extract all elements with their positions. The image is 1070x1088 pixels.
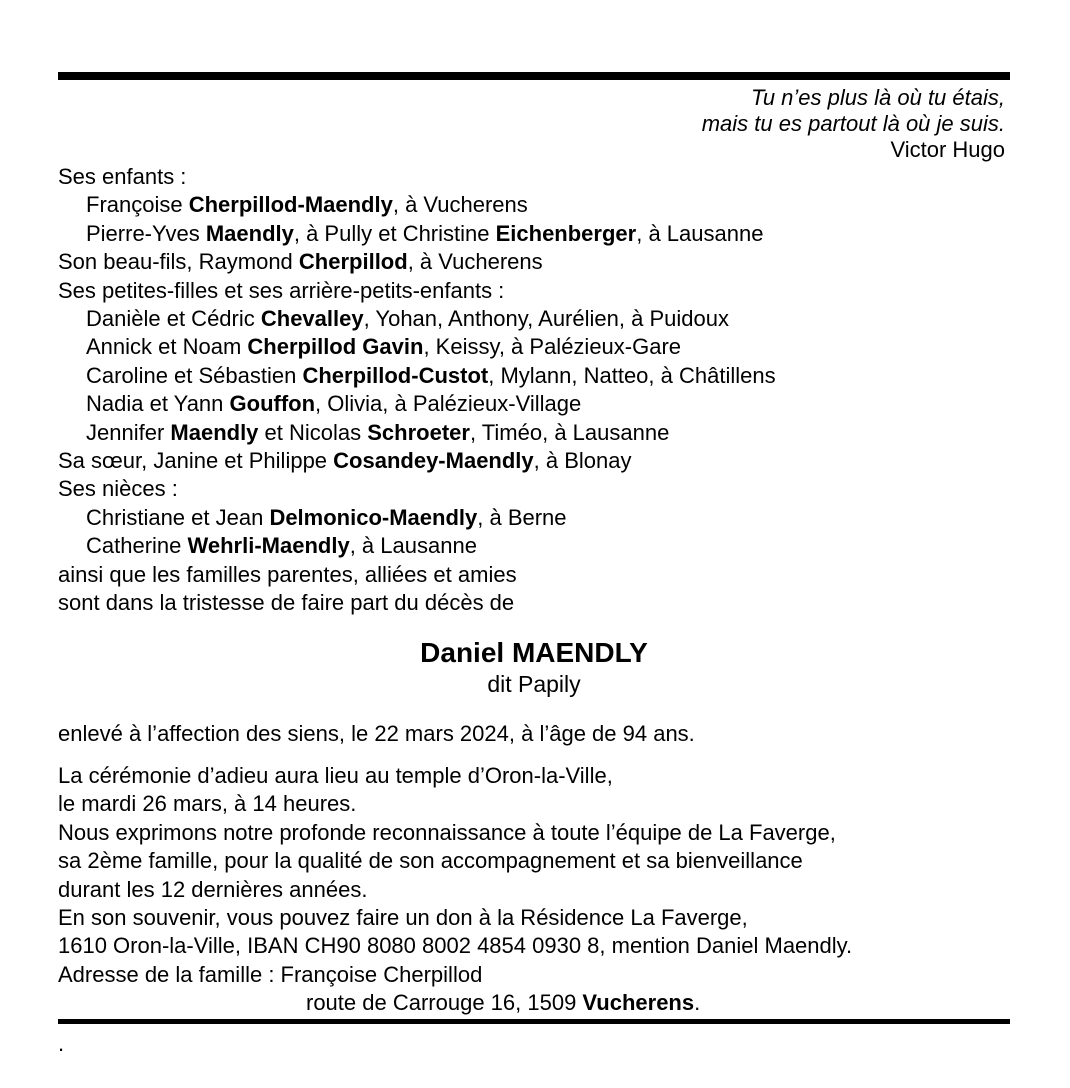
- epitaph-quote: [58, 85, 1010, 163]
- surname-bold: Wehrli-Maendly: [187, 533, 350, 559]
- text-segment: , à Vucherens: [407, 249, 543, 275]
- footer-period-mark: .: [58, 1030, 65, 1056]
- text-segment: Pierre-Yves: [86, 220, 206, 246]
- text-segment: , Timéo, à Lausanne: [469, 419, 670, 445]
- text-segment: Danièle et Cédric: [86, 306, 261, 332]
- surname-bold: Vucherens: [582, 990, 695, 1016]
- surname-bold: Cosandey-Maendly: [333, 448, 534, 474]
- surname-bold: Cherpillod-Custot: [302, 362, 489, 388]
- surname-bold: Cherpillod-Maendly: [188, 192, 393, 218]
- text-segment: , Olivia, à Palézieux-Village: [315, 391, 582, 417]
- text-segment: Sa sœur, Janine et Philippe: [58, 448, 334, 474]
- text-line: [58, 277, 1010, 305]
- surname-bold: Eichenberger: [495, 220, 637, 246]
- text-line: [58, 561, 1010, 589]
- surname-bold: Schroeter: [367, 419, 470, 445]
- text-segment: , à Lausanne: [636, 220, 764, 246]
- deceased-title-block: [58, 636, 1010, 698]
- text-segment: 1610 Oron-la-Ville, IBAN CH90 8080 8002 4854 0930 8, mention Daniel Maendly.: [58, 933, 853, 959]
- text-segment: , Mylann, Natteo, à Châtillens: [488, 362, 776, 388]
- text-segment: , à Pully et Christine: [293, 220, 496, 246]
- quote-line-2: mais tu es partout là où je suis.: [701, 111, 1005, 136]
- text-segment: Ses petites-filles et ses arrière-petits-enfants :: [58, 277, 505, 303]
- text-line: [58, 847, 1010, 875]
- surname-bold: Gouffon: [229, 391, 316, 417]
- text-segment: , à Lausanne: [349, 533, 477, 559]
- text-segment: durant les 12 dernières années.: [58, 876, 368, 902]
- text-line: [58, 305, 1010, 333]
- page-title-deceased-name: Daniel MAENDLY: [420, 636, 648, 668]
- text-line: [58, 248, 1010, 276]
- text-segment: Ses enfants :: [58, 164, 187, 189]
- death-announcement-line: enlevé à l’affection des siens, le 22 mars 2024, à l’âge de 94 ans.: [58, 720, 695, 746]
- text-line: [58, 447, 1010, 475]
- surname-bold: Cherpillod: [298, 249, 408, 275]
- text-segment: Catherine: [86, 533, 188, 559]
- text-segment: le mardi 26 mars, à 14 heures.: [58, 791, 357, 817]
- text-segment: , à Vucherens: [392, 192, 528, 218]
- surname-bold: Maendly: [170, 419, 259, 445]
- text-line: [58, 475, 1010, 503]
- text-segment: Nous exprimons notre profonde reconnaissance à toute l’équipe de La Faverge,: [58, 819, 836, 845]
- text-segment: La cérémonie d’adieu aura lieu au temple d’Oron-la-Ville,: [58, 762, 613, 788]
- text-line: [58, 191, 1010, 219]
- surname-bold: Cherpillod Gavin: [247, 334, 424, 360]
- text-line: [58, 876, 1010, 904]
- text-segment: Nadia et Yann: [86, 391, 230, 417]
- text-segment: route de Carrouge 16, 1509: [306, 990, 583, 1016]
- top-rule: [58, 72, 1010, 80]
- bottom-rule: [58, 1019, 1010, 1024]
- text-segment: ainsi que les familles parentes, alliées et amies: [58, 561, 517, 587]
- text-line: [58, 419, 1010, 447]
- text-line: [58, 961, 1010, 989]
- text-line: [58, 589, 1010, 617]
- text-line: [58, 532, 1010, 560]
- text-line: [58, 362, 1010, 390]
- text-segment: En son souvenir, vous pouvez faire un don à la Résidence La Faverge,: [58, 904, 748, 930]
- text-line: [58, 932, 1010, 960]
- text-segment: Annick et Noam: [86, 334, 248, 360]
- quote-line-1: Tu n’es plus là où tu étais,: [751, 85, 1005, 110]
- text-segment: Ses nièces :: [58, 476, 178, 502]
- text-segment: , à Berne: [477, 504, 567, 530]
- text-line: [58, 333, 1010, 361]
- text-segment: Christiane et Jean: [86, 504, 270, 530]
- text-line: [58, 762, 1010, 790]
- surname-bold: Delmonico-Maendly: [269, 504, 478, 530]
- surname-bold: Chevalley: [260, 306, 364, 332]
- text-segment: sa 2ème famille, pour la qualité de son accompagnement et sa bienveillance: [58, 848, 803, 874]
- quote-attribution: Victor Hugo: [890, 137, 1005, 162]
- text-line: [58, 819, 1010, 847]
- text-line: [58, 390, 1010, 418]
- text-line: [58, 163, 1010, 191]
- text-segment: , Yohan, Anthony, Aurélien, à Puidoux: [363, 306, 729, 332]
- text-segment: Adresse de la famille : Françoise Cherpillod: [58, 961, 483, 987]
- surname-bold: Maendly: [205, 220, 294, 246]
- text-segment: , Keissy, à Palézieux-Gare: [423, 334, 682, 360]
- text-line: [58, 790, 1010, 818]
- text-segment: Son beau-fils, Raymond: [58, 249, 299, 275]
- text-line: [58, 904, 1010, 932]
- text-segment: Caroline et Sébastien: [86, 362, 303, 388]
- text-line: [58, 220, 1010, 248]
- obituary-content: [58, 0, 1010, 1054]
- text-line: [58, 504, 1010, 532]
- deceased-nickname: dit Papily: [487, 670, 581, 697]
- text-segment: , à Blonay: [533, 448, 632, 474]
- text-segment: Françoise: [86, 192, 189, 218]
- text-segment: sont dans la tristesse de faire part du décès de: [58, 590, 515, 616]
- text-segment: et Nicolas: [258, 419, 368, 445]
- ceremony-paragraph: [58, 762, 1010, 1018]
- text-line: [58, 989, 1010, 1017]
- text-segment: Jennifer: [86, 419, 171, 445]
- family-list: [58, 163, 1010, 618]
- text-segment: .: [694, 990, 701, 1016]
